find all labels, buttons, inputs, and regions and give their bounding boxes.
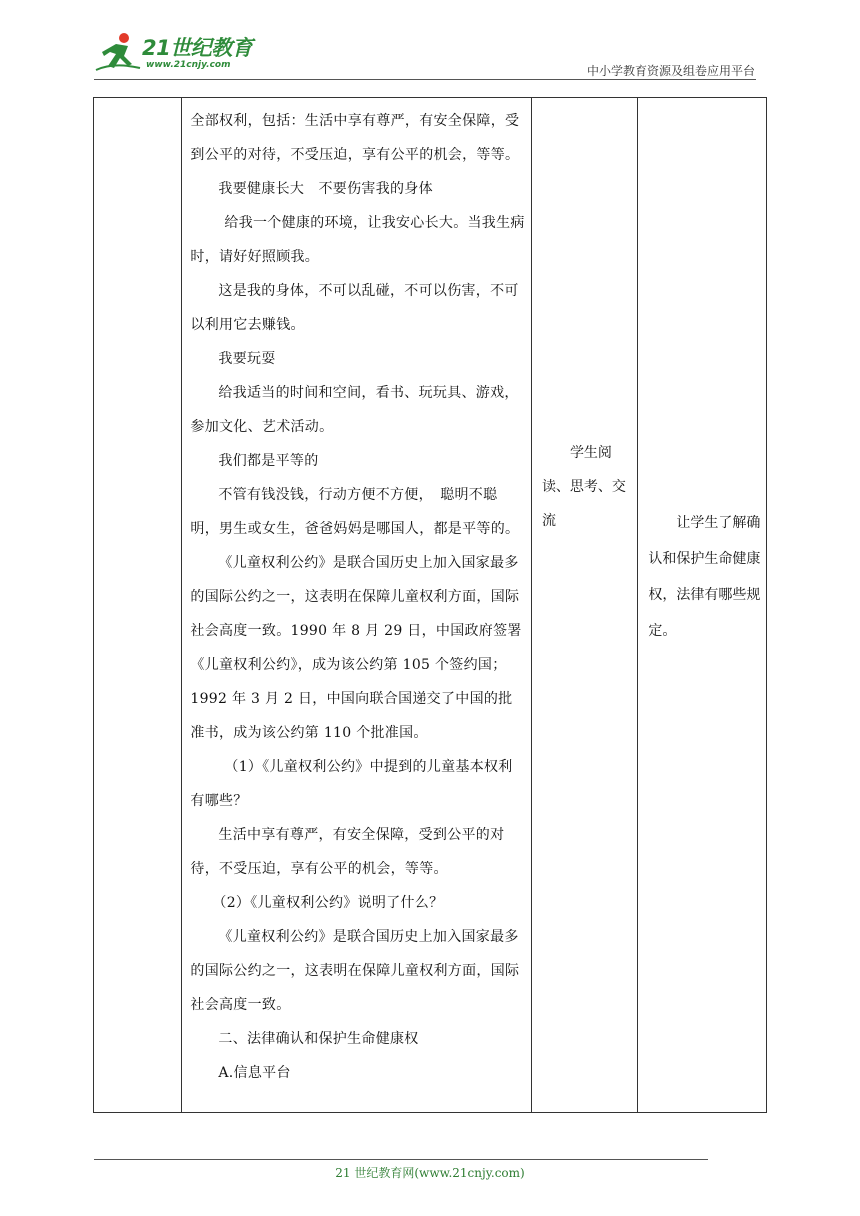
stage-cell — [94, 98, 182, 1113]
paragraph: 《儿童权利公约》是联合国历史上加入国家最多的国际公约之一，这表明在保障儿童权利方面，国际社会高度一致。 — [190, 929, 520, 1013]
header-divider — [94, 79, 756, 80]
logo-text: 21世纪教育 — [142, 36, 253, 60]
footer-divider — [94, 1159, 708, 1160]
paragraph: 给我一个健康的环境，让我安心长大。当我生病时，请好好照顾我。 — [190, 215, 525, 265]
question: （2）《儿童权利公约》说明了什么？ — [212, 895, 444, 911]
subheading: 我要健康长大 不要伤害我的身体 — [218, 181, 433, 197]
student-activity-label: 学生阅读、思考、交流 — [541, 445, 626, 529]
paragraph: 给我适当的时间和空间，看书、玩玩具、游戏，参加文化、艺术活动。 — [190, 385, 519, 435]
subheading: A.信息平台 — [218, 1065, 291, 1081]
subheading: 我们都是平等的 — [218, 453, 319, 469]
paragraph: 全部权利，包括：生活中享有尊严，有安全保障，受到公平的对待，不受压迫，享有公平的机会，等等。 — [190, 113, 520, 163]
lesson-table — [93, 97, 767, 1113]
student-activity-cell — [531, 98, 637, 1113]
paragraph: 《儿童权利公约》是联合国历史上加入国家最多的国际公约之一，这表明在保障儿童权利方面，国际社会高度一致。1990 年 8 月 29 日，中国政府签署《儿童权利公约》，成为该公约第 105 个签约国；1992 年 3 月 2 日，中国向联合国递交了中国的批准书，成为该公约第 110 个批准国。 — [190, 555, 522, 741]
logo — [94, 30, 264, 80]
paragraph: 生活中享有尊严，有安全保障，受到公平的对待，不受压迫，享有公平的机会，等等。 — [190, 827, 505, 877]
question: （1）《儿童权利公约》中提到的儿童基本权利有哪些？ — [190, 759, 513, 809]
design-intent-cell — [638, 98, 767, 1113]
header-tagline: 中小学教育资源及组卷应用平台 — [586, 64, 755, 78]
runner-logo-icon — [94, 30, 144, 76]
table-row — [94, 98, 767, 1113]
footer-text: 21 世纪教育网(www.21cnjy.com) — [335, 1166, 525, 1180]
page-header — [0, 0, 860, 80]
design-intent-label: 让学生了解确认和保护生命健康权，法律有哪些规定。 — [648, 515, 761, 639]
paragraph: 不管有钱没钱，行动方便不方便， 聪明不聪明，男生或女生，爸爸妈妈是哪国人，都是平等的。 — [190, 487, 520, 537]
section-heading: 二、法律确认和保护生命健康权 — [218, 1031, 419, 1047]
paragraph: 这是我的身体，不可以乱碰，不可以伤害，不可以利用它去赚钱。 — [190, 283, 519, 333]
logo-url: www.21cnjy.com — [146, 60, 231, 70]
content-cell — [182, 98, 532, 1113]
subheading: 我要玩耍 — [218, 351, 276, 367]
design-intent-text — [648, 505, 760, 649]
teaching-content — [182, 98, 531, 1090]
student-activity-text — [542, 436, 632, 538]
